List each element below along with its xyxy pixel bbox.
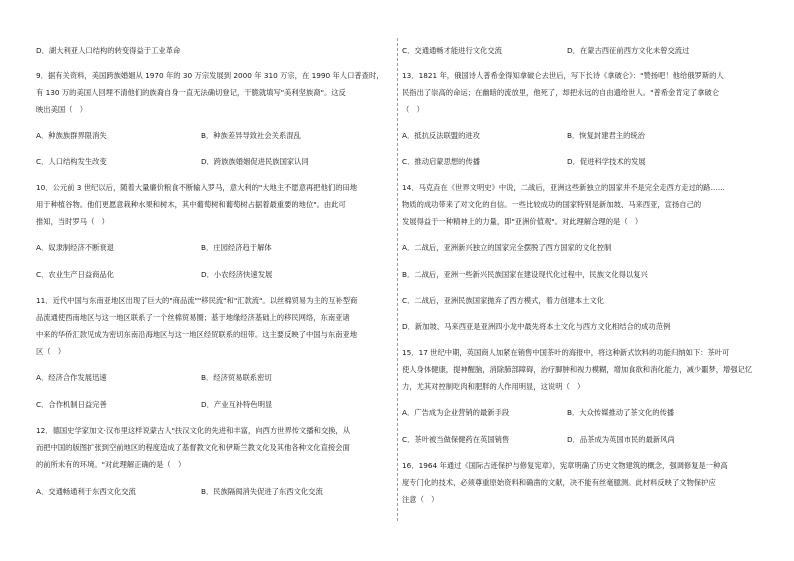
q14-line-1: 14．马克垚在《世界文明史》中说，二战后，亚洲这些新独立的国家并不是完全走西方走过的路…… (402, 183, 726, 192)
q14-line-2: 物质的成功带来了对文化的自信。一些比较成功的国家特别是新加坡、马来西亚，宣扬自己的 (402, 200, 702, 209)
left-column (36, 0, 386, 561)
q13-option-b: B．恢复封建君主的统治 (567, 131, 645, 140)
q9-line-3: 映出美国（ ） (36, 105, 88, 114)
q15-option-b: B．大众传媒推动了茶文化的传播 (567, 408, 675, 417)
q9-line-2: 有 130 万的美国人回埋不清他们的族裔自身一直无法确切登记，干脆就填写"美利坚族裔"。这反 (36, 88, 346, 97)
q11-line-3: 中来的华侨汇款见成为密切东南沿海地区与这一地区经贸联系的纽带。这主要反映了中国与东南亚地 (36, 330, 358, 339)
q9-option-a: A．种族族群界限消失 (36, 131, 107, 140)
q12-line-3: 的前所未有的环境。"对此理解正确的是（ ） (36, 460, 186, 469)
q13-option-a: A．抵抗反法联盟的进攻 (402, 131, 480, 140)
q14-option-b: B．二战后，亚洲一些新兴民族国家在建设现代化过程中，民族文化得以复兴 (402, 270, 648, 279)
q12-option-d: D．在蒙古西征前西方文化未曾交流过 (567, 46, 690, 55)
q12-option-a: A．交通畅通利于东西文化交流 (36, 487, 136, 496)
q10-option-c: C．农业生产日益商品化 (36, 270, 115, 279)
q10-line-2: 用于种植谷物。他们更愿意栽种水果和树木，其中葡萄树和葡萄树占据着最重要的地位"。由此可 (36, 200, 346, 209)
q16-line-3: 注意（ ） (402, 495, 439, 504)
q15-line-1: 15．17 世纪中期，英国商人加紧在销售中国茶叶的海报中，将这种新式饮料的功能归纳如下：茶叶可 (402, 348, 730, 357)
right-column (402, 0, 758, 561)
q10-line-3: 推知，当时罗马（ ） (36, 217, 109, 226)
q16-line-2: 度专门化的技术，必须尊重原始资料和确凿的文献，决不能有丝毫臆测。此材料反映了文物保护应 (402, 478, 716, 487)
q9-line-1: 9．据有关资料，美国跨族婚姻从 1970 年的 30 万宗发展到 2000 年 310 万宗，在 1990 年人口普查时， (36, 71, 384, 80)
q15-option-a: A．广告成为企业营销的最新手段 (402, 408, 510, 417)
q15-option-d: D．品茶成为英国市民的最新风尚 (567, 435, 675, 444)
q10-option-d: D．小农经济快速发展 (201, 270, 273, 279)
q12-line-1: 12．德国史学家加文·汉布里这样说蒙古人"扶汉文化的先进和丰富，向西方世界传文播和交换，从 (36, 426, 351, 435)
q12-option-c: C．交通通畅才能进行文化交流 (402, 46, 502, 55)
q11-line-4: 区（ ） (36, 347, 66, 356)
q12-line-2: 而把中国的版图扩张到空前地区的程度造成了基督教文化和伊斯兰教文化及其他各种文化直接会面 (36, 443, 350, 452)
q13-line-1: 13．1821 年，俄国诗人普希金得知拿破仑去世后，写下长诗《拿破仑》："赞扬吧！他给俄罗斯的人 (402, 71, 724, 80)
column-divider (397, 38, 398, 521)
q11-option-c: C．合作机制日益完善 (36, 400, 107, 409)
q9-option-d: D．跨族族婚姻促进民族国家认同 (201, 157, 309, 166)
q14-option-d: D．新加坡、马来西亚是亚洲四小龙中最先将本土文化与西方文化相结合的成功范例 (402, 322, 671, 331)
q15-line-3: 力，尤其对控制吃肉和肥胖的人作用明显，这说明（ ） (402, 382, 585, 391)
q10-option-b: B．庄园经济趋于解体 (201, 243, 272, 252)
q11-option-a: A．经济合作发展迅速 (36, 373, 107, 382)
q11-option-b: B．经济贸易联系密切 (201, 373, 272, 382)
q14-option-c: C．二战后，亚洲民族国家抛弃了西方模式，着力创建本土文化 (402, 296, 605, 305)
q12-option-b: B．民族隔阂消失促进了东西文化交流 (201, 487, 323, 496)
q11-line-2: 品流通使西南地区与这一地区联系了一个丝棉贸易圈；基于地缘经济基础上的移民网络，东南亚诸 (36, 313, 350, 322)
q10-line-1: 10．公元前 3 世纪以后，随着大量廉价粮食不断输入罗马，意大利的"大地主不愿意再把他们的田地 (36, 183, 358, 192)
q13-option-d: D．促进科学技术的发展 (567, 157, 646, 166)
q11-option-d: D．产业互补特色明显 (201, 400, 273, 409)
q10-option-a: A．奴隶制经济不断衰退 (36, 243, 114, 252)
q9-option-b: B．种族差异导致社会关系混乱 (201, 131, 301, 140)
q13-option-c: C．推动启蒙思想的传播 (402, 157, 481, 166)
q13-line-2: 民指出了崇高的命运；在幽暗的流放里，他死了，却把永远的自由遗给世人。"普希金肯定了拿破仑 (402, 88, 720, 97)
q15-line-2: 使人身体健康，提神醒脑，消除肺部障碍，治疗脚肿和视力模糊，增加食欲和消化能力，减少噩梦，增强记忆 (402, 365, 753, 374)
q14-option-a: A．二战后，亚洲新兴独立的国家完全摆脱了西方国家的文化控制 (402, 243, 612, 252)
q11-line-1: 11．近代中国与东南亚地区出现了巨大的"商品流""移民流"和"汇款流"。以丝棉贸易为主的互补型商 (36, 296, 358, 305)
q8-option-d: D．湖大利亚人口结构的转变得益于工业革命 (36, 46, 181, 55)
q15-option-c: C．茶叶被当做保健药在英国销售 (402, 435, 510, 444)
q13-line-3: （ ） (402, 105, 424, 114)
q14-line-3: 发展得益于一种精神上的力量，即"亚洲价值观"。对此理解合理的是（ ） (402, 217, 643, 226)
q16-line-1: 16．1964 年通过《国际古迹保护与修复宪章》，宪章明确了历史文物建筑的概念，强调修复是一种高 (402, 461, 728, 470)
q9-option-c: C．人口结构发生改变 (36, 157, 107, 166)
